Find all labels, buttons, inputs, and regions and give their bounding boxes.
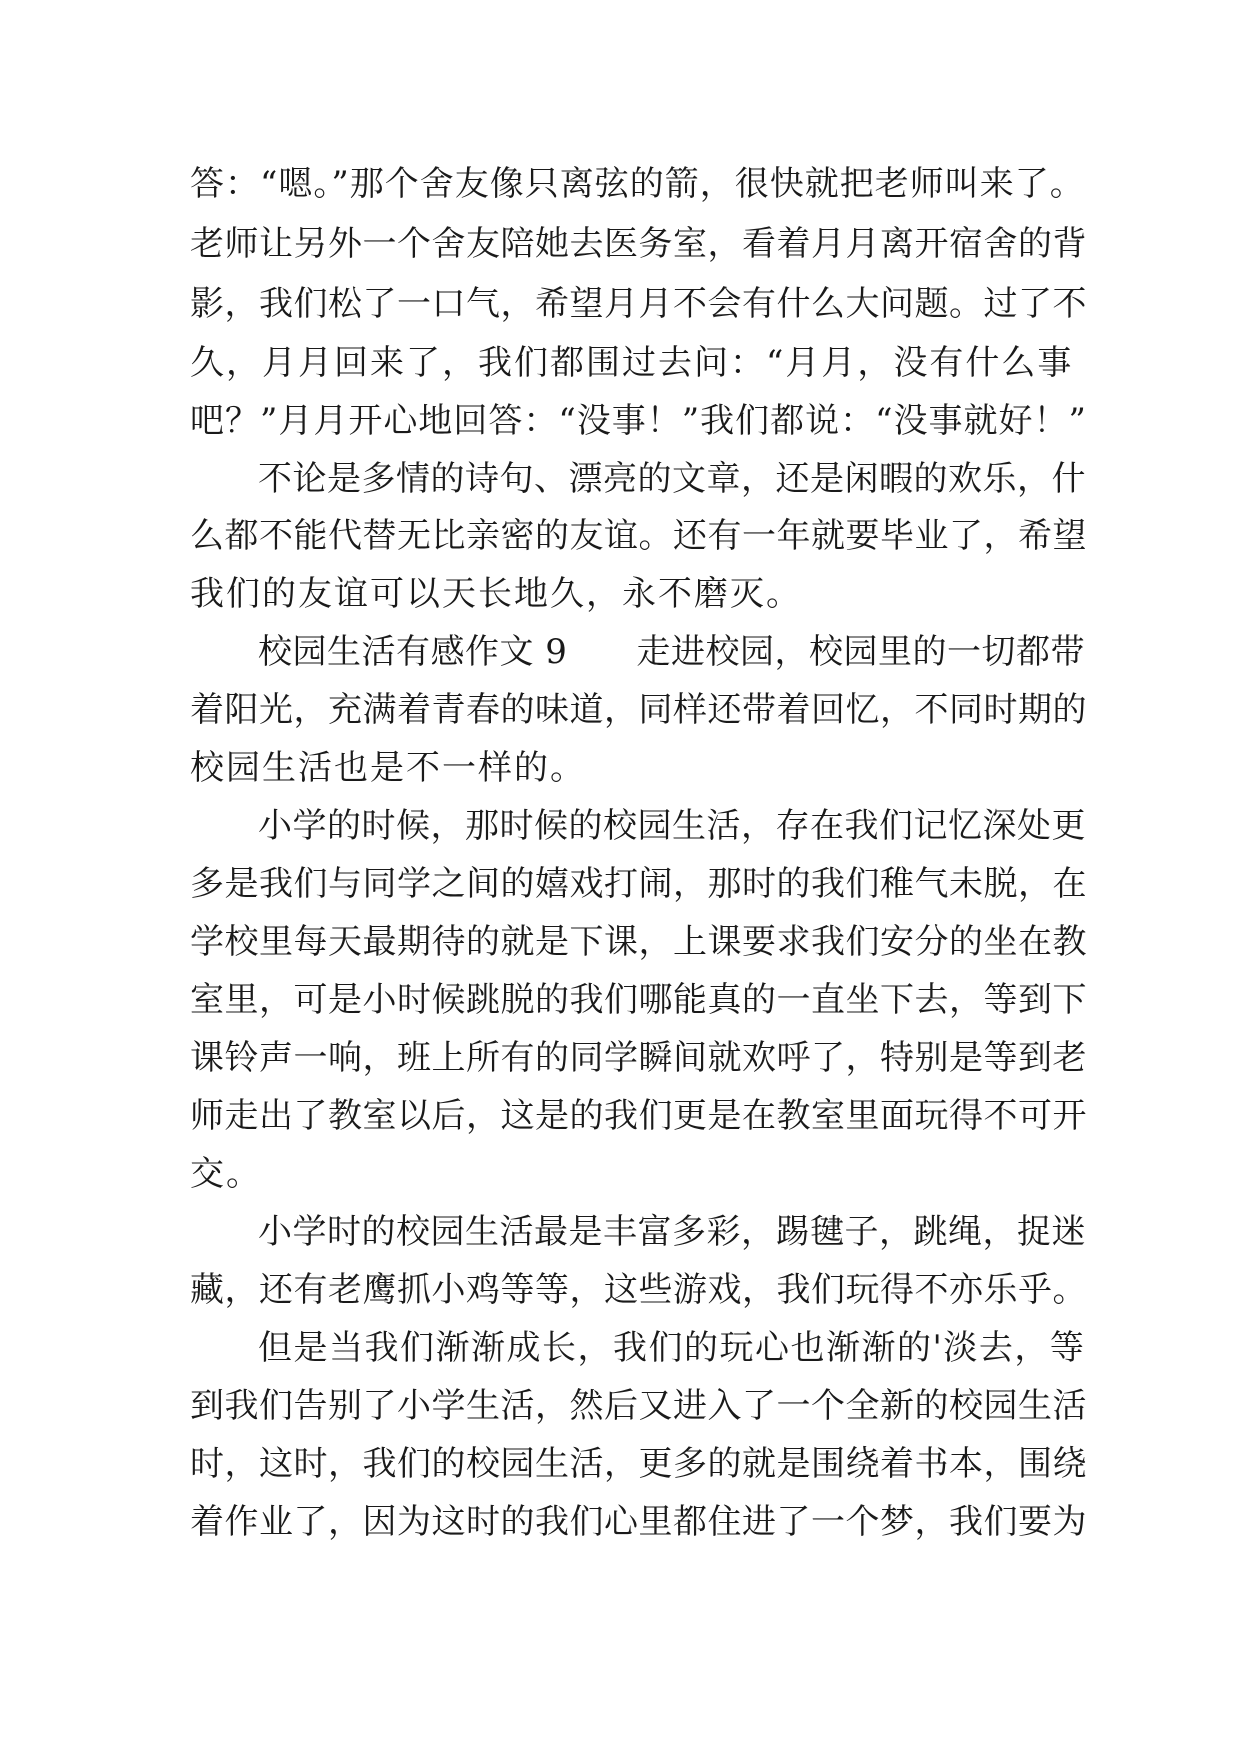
text-line: 课铃声一响，班上所有的同学瞬间就欢呼了，特别是等到老 [190, 1038, 1087, 1078]
text-line: 老师让另外一个舍友陪她去医务室，看着月月离开宿舍的背 [190, 224, 1087, 264]
text-line: 时，这时，我们的校园生活，更多的就是围绕着书本，围绕 [190, 1444, 1087, 1484]
paragraph-start-line: 不论是多情的诗句、漂亮的文章，还是闲暇的欢乐，什 [258, 459, 1086, 499]
text-line: 答：“嗯。”那个舍友像只离弦的箭，很快就把老师叫来了。 [190, 164, 1085, 204]
paragraph-start-line: 但是当我们渐渐成长，我们的玩心也渐渐的'淡去，等 [258, 1328, 1086, 1368]
text-line: 么都不能代替无比亲密的友谊。还有一年就要毕业了，希望 [190, 516, 1087, 556]
text-line: 藏，还有老鹰抓小鸡等等，这些游戏，我们玩得不亦乐乎。 [190, 1270, 1087, 1310]
paragraph-start-line: 小学的时候，那时候的校园生活，存在我们记忆深处更 [258, 806, 1086, 846]
paragraph-start-line: 小学时的校园生活最是丰富多彩，踢毽子，跳绳，捉迷 [258, 1212, 1086, 1252]
text-line: 久，月月回来了，我们都围过去问：“月月，没有什么事 [190, 343, 1074, 383]
text-line: 影，我们松了一口气，希望月月不会有什么大问题。过了不 [190, 284, 1087, 324]
text-line: 多是我们与同学之间的嬉戏打闹，那时的我们稚气未脱，在 [190, 864, 1087, 904]
text-line: 吧？”月月开心地回答：“没事！”我们都说：“没事就好！” [190, 401, 1087, 441]
text-line: 交。 [190, 1154, 262, 1194]
text-line: 着作业了，因为这时的我们心里都住进了一个梦，我们要为 [190, 1502, 1087, 1542]
text-line: 师走出了教室以后，这是的我们更是在教室里面玩得不可开 [190, 1096, 1087, 1136]
paragraph-start-line: 校园生活有感作文 9 走进校园，校园里的一切都带 [258, 632, 1085, 672]
text-line: 我们的友谊可以天长地久，永不磨灭。 [190, 574, 802, 614]
text-line: 室里，可是小时候跳脱的我们哪能真的一直坐下去，等到下 [190, 980, 1087, 1020]
text-line: 着阳光，充满着青春的味道，同样还带着回忆，不同时期的 [190, 690, 1087, 730]
text-line: 到我们告别了小学生活，然后又进入了一个全新的校园生活 [190, 1386, 1087, 1426]
text-line: 校园生活也是不一样的。 [190, 748, 586, 788]
text-line: 学校里每天最期待的就是下课，上课要求我们安分的坐在教 [190, 922, 1087, 962]
